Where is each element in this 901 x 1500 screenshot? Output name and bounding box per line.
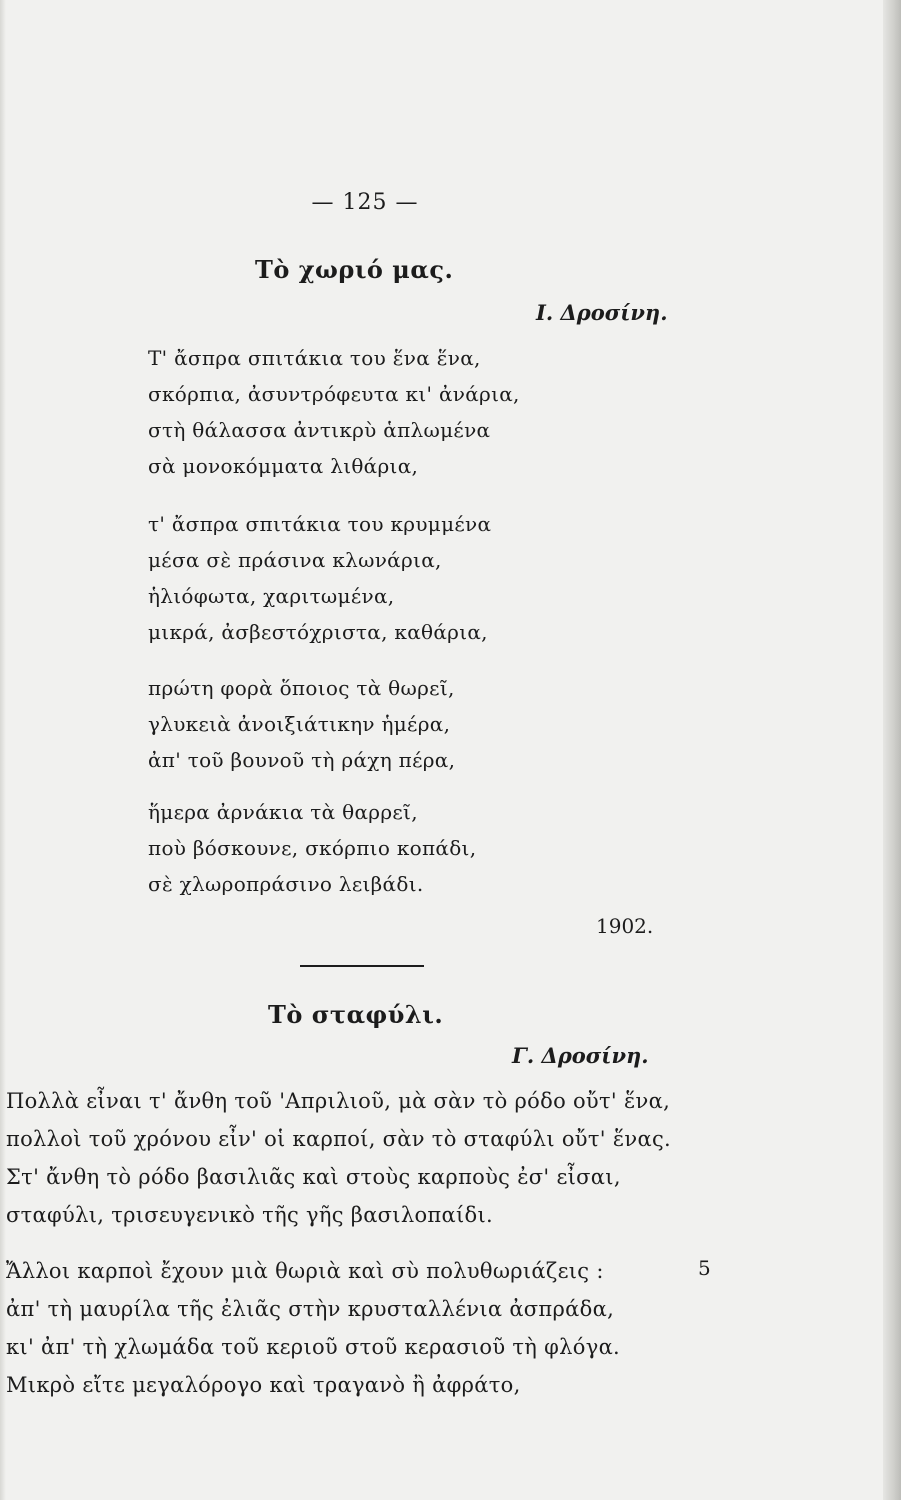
verse-line: σταφύλι, τρισευγενικὸ τῆς γῆς βασιλοπαίδι. xyxy=(6,1203,493,1227)
verse-line: τ' ἄσπρα σπιτάκια του κρυμμένα xyxy=(148,512,492,536)
verse-line: ἀπ' τοῦ βουνοῦ τὴ ράχη πέρα, xyxy=(148,748,456,772)
verse-line: μέσα σὲ πράσινα κλωνάρια, xyxy=(148,548,442,572)
verse-line: Στ' ἄνθη τὸ ρόδο βασιλιᾶς καὶ στοὺς καρποὺς ἐσ' εἶσαι, xyxy=(6,1165,621,1189)
poem-body xyxy=(6,1082,671,1404)
page-number: — 125 — xyxy=(311,190,419,215)
poem-author: Γ. Δροσίνη. xyxy=(512,1043,649,1068)
verse-line: γλυκειὰ ἀνοιξιάτικην ἡμέρα, xyxy=(148,712,451,736)
verse-line: πρώτη φορὰ ὅποιος τὰ θωρεῖ, xyxy=(148,676,455,700)
verse-line: ποὺ βόσκουνε, σκόρπιο κοπάδι, xyxy=(148,836,477,860)
section-divider xyxy=(300,965,424,967)
page-right-edge xyxy=(883,0,901,1500)
stanza xyxy=(6,1082,671,1234)
line-number-marker: 5 xyxy=(698,1256,711,1280)
stanza xyxy=(6,1252,671,1404)
poem-title: Τὸ χωριό μας. xyxy=(255,255,454,284)
verse-line: Μικρὸ εἴτε μεγαλόρογο καὶ τραγανὸ ἢ ἀφράτο, xyxy=(6,1373,521,1397)
verse-line: σὲ χλωροπράσινο λειβάδι. xyxy=(148,872,424,896)
stanza xyxy=(148,794,476,902)
verse-line: Ἄλλοι καρποὶ ἔχουν μιὰ θωριὰ καὶ σὺ πολυθωριάζεις : xyxy=(6,1259,604,1283)
poem-title: Τὸ σταφύλι. xyxy=(268,1000,444,1029)
verse-line: κι' ἀπ' τὴ χλωμάδα τοῦ κεριοῦ στοῦ κερασιοῦ τὴ φλόγα. xyxy=(6,1335,621,1359)
stanza xyxy=(148,506,491,650)
verse-line: σὰ μονοκόμματα λιθάρια, xyxy=(148,454,419,478)
stanza xyxy=(148,670,455,778)
verse-line: ἡλιόφωτα, χαριτωμένα, xyxy=(148,584,395,608)
verse-line: Πολλὰ εἶναι τ' ἄνθη τοῦ 'Απριλιοῦ, μὰ σὰν τὸ ρόδο οὔτ' ἕνα, xyxy=(6,1089,671,1113)
poem-year: 1902. xyxy=(596,914,654,938)
verse-line: Τ' ἄσπρα σπιτάκια του ἕνα ἕνα, xyxy=(148,346,481,370)
verse-line: μικρά, ἀσβεστόχριστα, καθάρια, xyxy=(148,620,488,644)
stanza xyxy=(148,340,520,484)
verse-line: ἥμερα ἀρνάκια τὰ θαρρεῖ, xyxy=(148,800,418,824)
verse-line: στὴ θάλασσα ἀντικρὺ ἁπλωμένα xyxy=(148,418,491,442)
verse-line: ἀπ' τὴ μαυρίλα τῆς ἐλιᾶς στὴν κρυσταλλένια ἀσπράδα, xyxy=(6,1297,615,1321)
verse-line: πολλοὶ τοῦ χρόνου εἶν' οἱ καρποί, σὰν τὸ σταφύλι οὔτ' ἕνας. xyxy=(6,1127,671,1151)
verse-line: σκόρπια, ἀσυντρόφευτα κι' ἀνάρια, xyxy=(148,382,520,406)
poem-author: Ι. Δροσίνη. xyxy=(536,300,668,325)
